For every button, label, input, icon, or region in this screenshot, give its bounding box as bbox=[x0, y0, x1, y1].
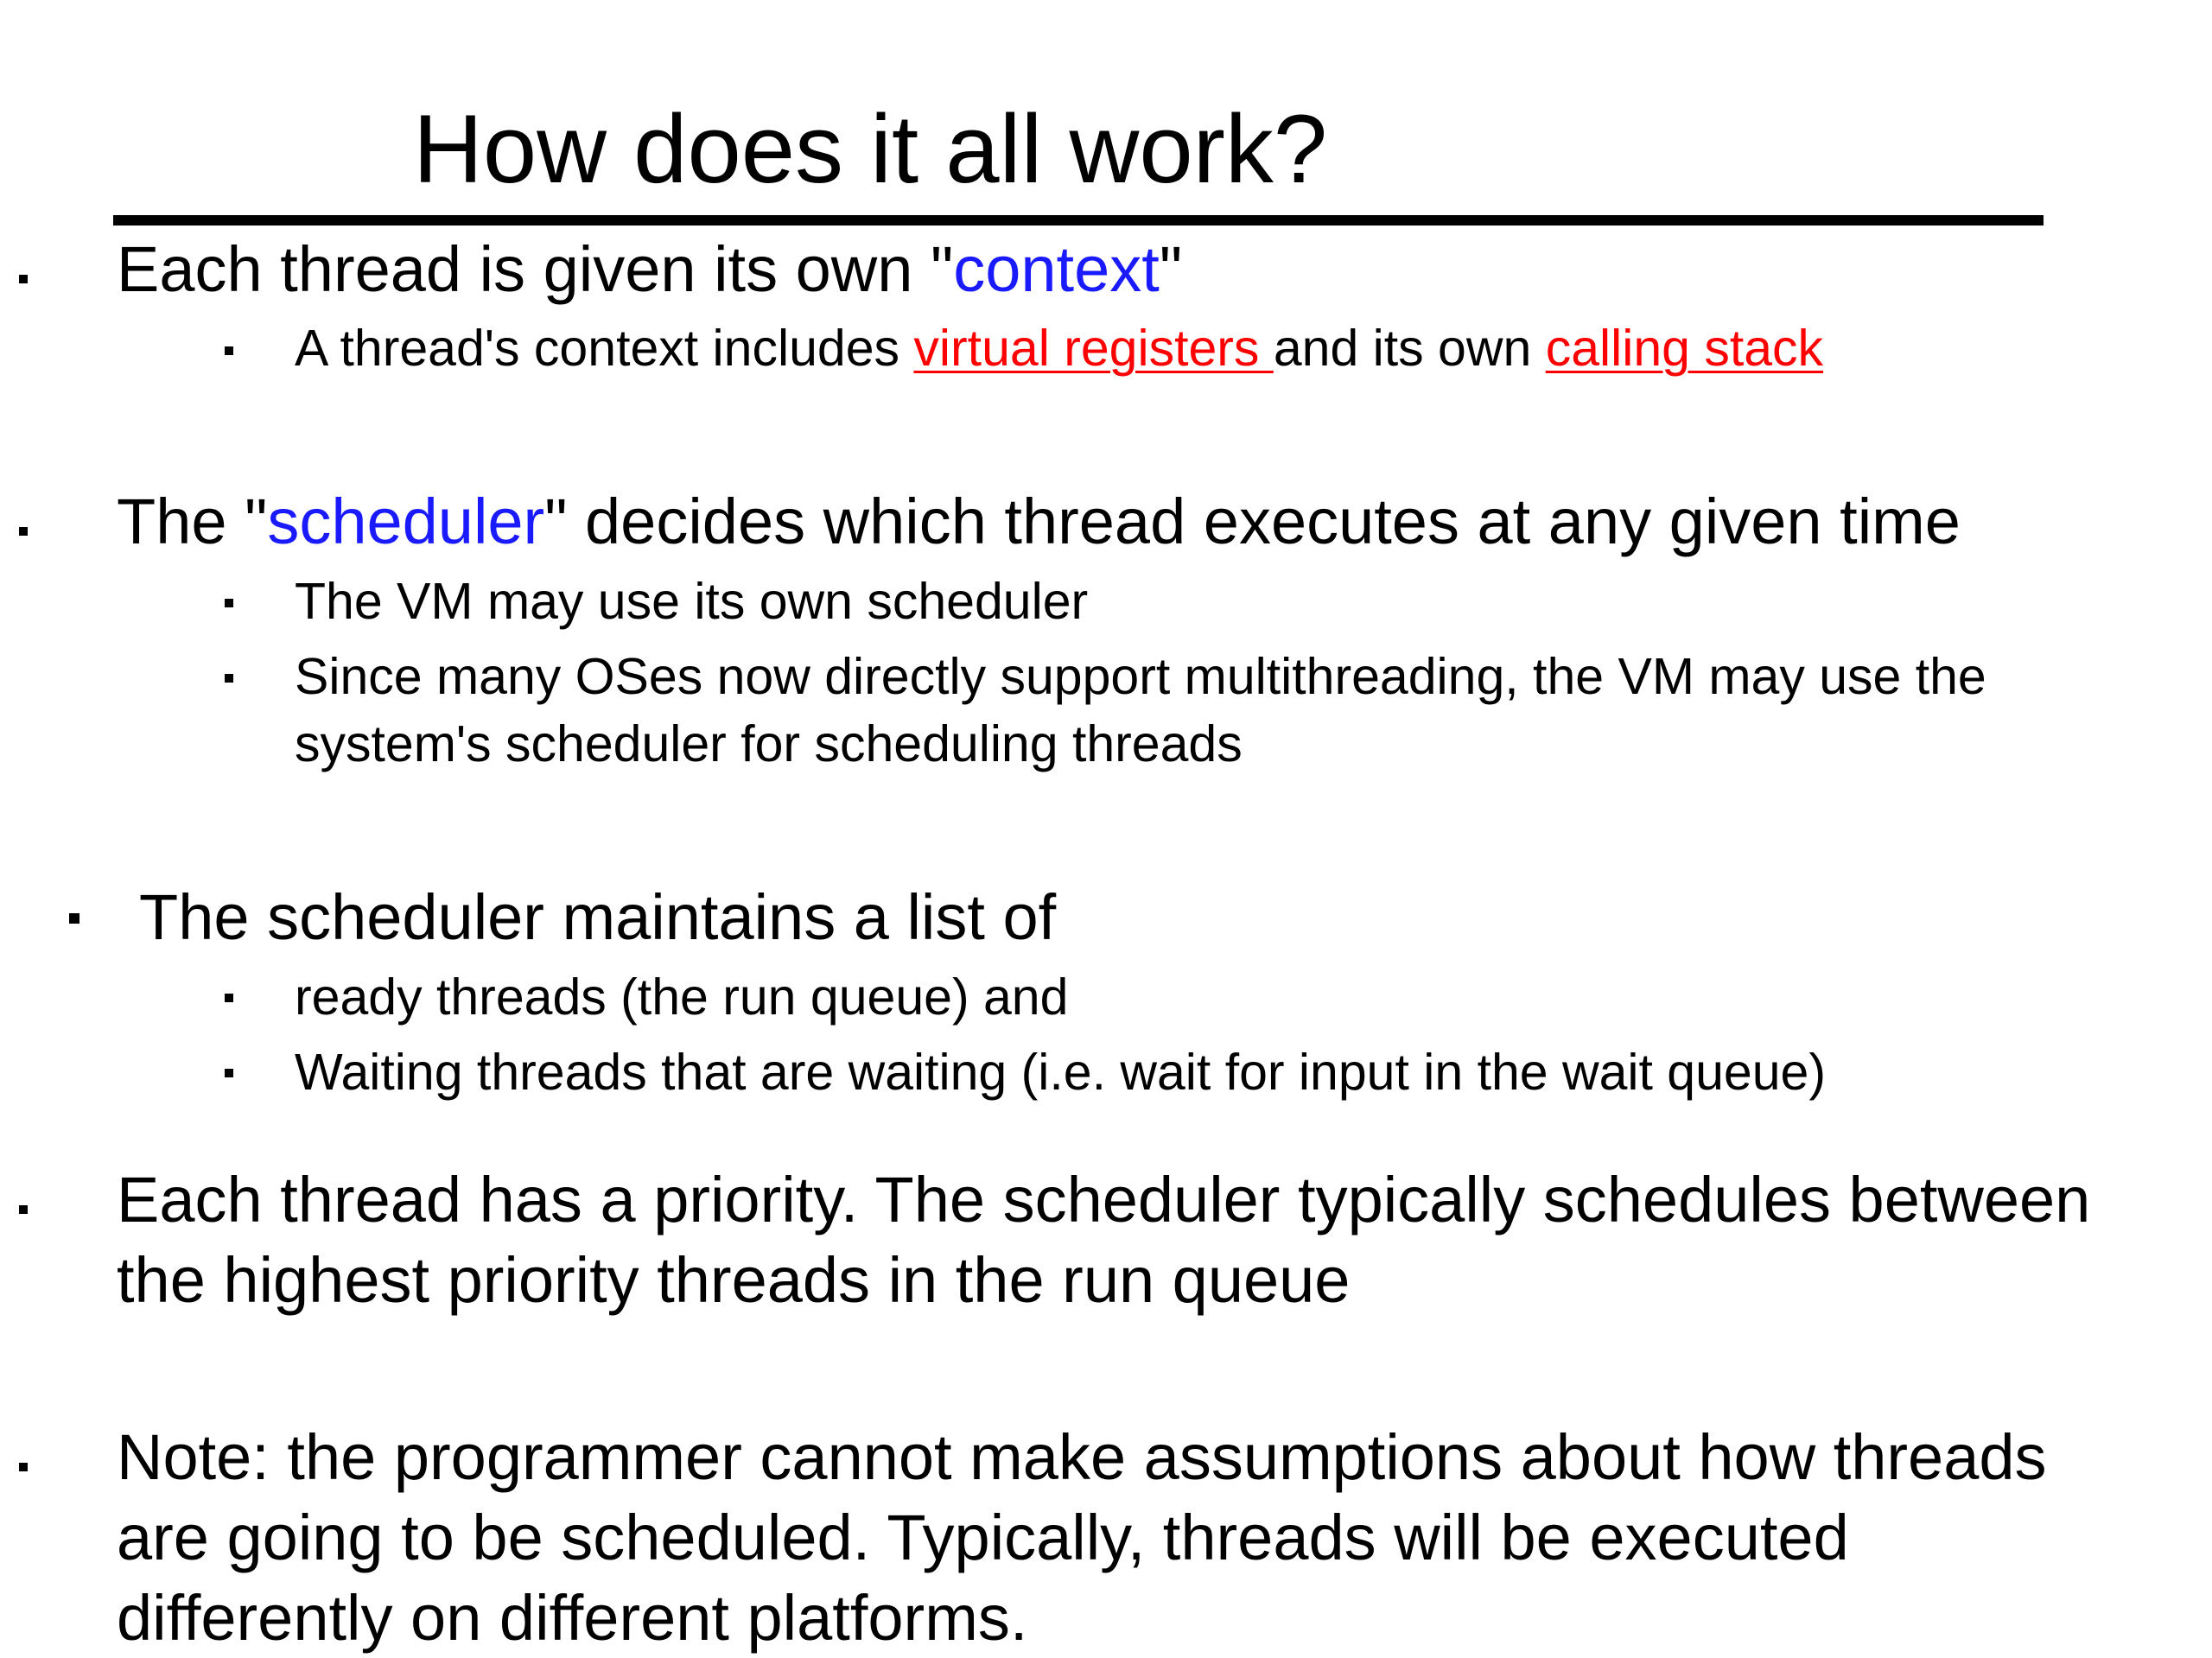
bullet-marker-2-1 bbox=[225, 599, 233, 607]
bullet-2-suffix: " decides which thread executes at any given time bbox=[544, 486, 1961, 557]
bullet-marker-4 bbox=[19, 1205, 28, 1214]
bullet-2-2-line-2: system's scheduler for scheduling threads bbox=[295, 715, 1243, 772]
bullet-2-prefix: The " bbox=[117, 486, 268, 557]
bullet-3-text: The scheduler maintains a list of bbox=[139, 881, 1057, 953]
bullet-marker-1-1 bbox=[225, 346, 233, 355]
keyword-scheduler: scheduler bbox=[267, 486, 545, 557]
bullet-4-line-1: Each thread has a priority. The scheduler typically schedules between bbox=[117, 1164, 2091, 1236]
bullet-marker-3-1 bbox=[225, 994, 233, 1002]
bullet-2-text bbox=[117, 481, 1961, 562]
bullet-marker-5 bbox=[19, 1463, 28, 1471]
link-virtual-registers[interactable]: virtual registers bbox=[913, 320, 1274, 377]
bullet-3-2-text: Waiting threads that are waiting (i.e. wait for input in the wait queue) bbox=[295, 1044, 1827, 1101]
bullet-marker-3 bbox=[69, 913, 79, 924]
bullet-1-prefix: Each thread is given its own " bbox=[117, 233, 954, 305]
bullet-marker-1 bbox=[19, 275, 28, 283]
keyword-context: context bbox=[953, 233, 1160, 305]
bullet-2-2-line-1: Since many OSes now directly support multithreading, the VM may use the bbox=[295, 648, 1986, 705]
bullet-4-line-2: the highest priority threads in the run queue bbox=[117, 1244, 1351, 1316]
bullet-marker-2 bbox=[19, 527, 28, 536]
bullet-1-1-middle: and its own bbox=[1273, 320, 1546, 377]
bullet-1-1-text bbox=[295, 314, 1823, 382]
bullet-5-line-3: differently on different platforms. bbox=[117, 1582, 1028, 1654]
link-calling-stack[interactable]: calling stack bbox=[1545, 320, 1824, 377]
slide-title: How does it all work? bbox=[413, 95, 1328, 203]
bullet-2-1-text: The VM may use its own scheduler bbox=[295, 573, 1089, 630]
bullet-1-1-prefix: A thread's context includes bbox=[295, 320, 914, 377]
bullet-3-1-text: ready threads (the run queue) and bbox=[295, 969, 1069, 1026]
title-underline-rule bbox=[113, 215, 2044, 226]
bullet-5-line-1: Note: the programmer cannot make assumptions about how threads bbox=[117, 1421, 2047, 1493]
bullet-marker-2-2 bbox=[225, 674, 233, 683]
bullet-1-suffix: " bbox=[1159, 233, 1183, 305]
bullet-marker-3-2 bbox=[225, 1069, 233, 1077]
bullet-1-text bbox=[117, 229, 1182, 309]
bullet-5-line-2: are going to be scheduled. Typically, threads will be executed bbox=[117, 1502, 1849, 1573]
